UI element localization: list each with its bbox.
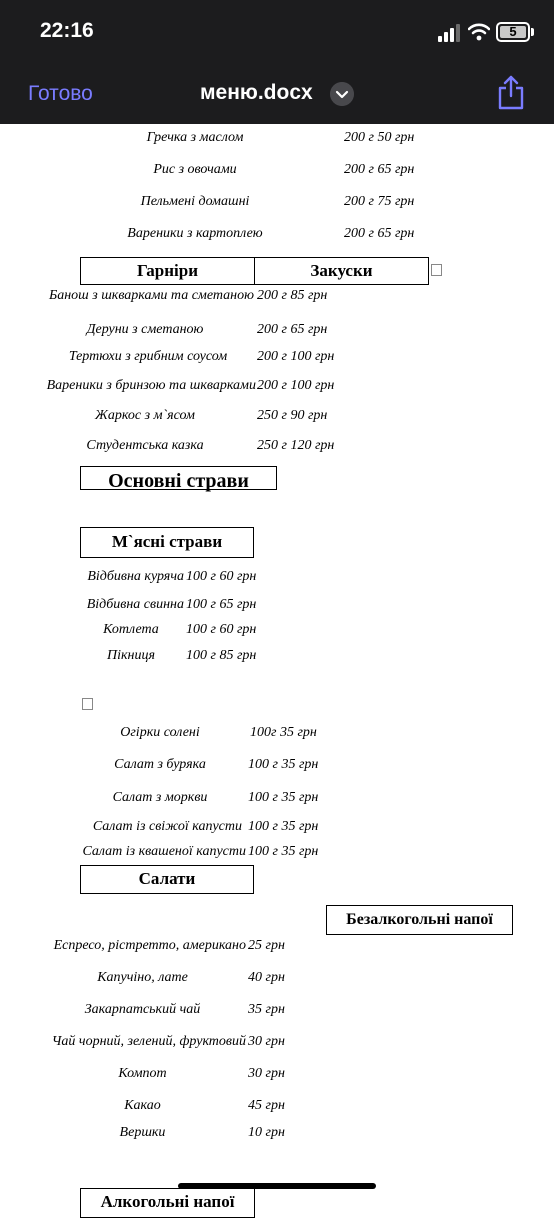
battery-level: 5 [500,26,526,38]
menu-item-name: Деруни з сметаною [86,322,204,337]
section-header-salads: Салати [80,865,254,894]
menu-item-name: Жаркос з м`ясом [95,408,195,423]
menu-item-name: Студентська казка [86,438,204,453]
menu-item-price: 100г 35 грн [250,725,317,740]
menu-item-name: Еспресо, рістретто, американо [53,938,246,953]
menu-item-name: Рис з овочами [153,162,237,177]
menu-item-price: 100 г 65 грн [186,597,257,612]
chevron-down-icon[interactable] [330,82,354,106]
section-header-alcohol: Алкогольні напої [80,1188,255,1218]
menu-item-name: Капучіно, лате [97,970,188,985]
battery-icon [496,22,530,42]
menu-item-price: 200 г 65 грн [257,322,328,337]
menu-item-name: Чай чорний, зелений, фруктовий [51,1034,246,1049]
menu-item-name: Відбивна свинна [86,597,184,612]
menu-item-name: Банош з шкварками та сметаною [48,288,254,303]
menu-item-name: Тертюхи з грибним соусом [68,349,228,364]
menu-item-name: Закарпатський чай [84,1002,201,1017]
menu-item-name: Салат із свіжої капусти [92,819,242,834]
home-indicator[interactable] [178,1183,376,1189]
menu-item-price: 100 г 60 грн [186,622,257,637]
section-header-snacks: Закуски [254,257,429,285]
battery-tip [531,28,534,36]
menu-item-price: 200 г 65 грн [344,162,415,177]
menu-item-price: 45 грн [248,1098,285,1113]
menu-item-name: Пікниця [106,648,155,663]
nav-bar [0,62,554,124]
cellular-signal-icon [438,24,462,42]
menu-item-price: 10 грн [248,1125,285,1140]
menu-item-price: 200 г 100 грн [257,378,335,393]
menu-item-name: Відбивна куряча [87,569,184,584]
menu-item-price: 40 грн [248,970,285,985]
menu-item-price: 100 г 35 грн [248,819,319,834]
menu-item-price: 250 г 120 грн [257,438,335,453]
status-time: 22:16 [40,19,94,42]
menu-item-name: Компот [118,1066,167,1081]
menu-item-price: 100 г 85 грн [186,648,257,663]
menu-item-name: Салат із квашеної капусти [82,844,246,859]
document-title[interactable]: меню.docx [200,81,313,104]
menu-item-price: 100 г 35 грн [248,757,319,772]
section-header-soft-drinks: Безалкогольні напої [326,905,513,935]
menu-item-price: 200 г 75 грн [344,194,415,209]
done-button[interactable]: Готово [28,82,93,105]
menu-item-name: Огірки солені [120,725,200,740]
checkbox-icon [431,264,442,276]
menu-item-price: 200 г 50 грн [344,130,415,145]
document-page[interactable] [0,124,554,1211]
section-header-meat: М`ясні страви [80,527,254,558]
menu-item-price: 200 г 65 грн [344,226,415,241]
menu-item-price: 250 г 90 грн [257,408,328,423]
menu-item-name: Салат з моркви [112,790,208,805]
menu-item-name: Пельмені домашні [140,194,250,209]
menu-item-name: Какао [124,1098,161,1113]
menu-item-name: Салат з буряка [114,757,206,772]
menu-item-price: 100 г 60 грн [186,569,257,584]
menu-item-name: Вареники з бринзою та шкварками [46,378,256,393]
menu-item-name: Вареники з картоплею [127,226,263,241]
menu-item-name: Гречка з маслом [146,130,244,145]
menu-item-price: 35 грн [248,1002,285,1017]
checkbox-icon [82,698,93,710]
menu-item-price: 30 грн [248,1066,285,1081]
menu-item-price: 200 г 85 грн [257,288,328,303]
menu-item-price: 100 г 35 грн [248,844,319,859]
menu-item-name: Котлета [103,622,159,637]
section-header-garnish: Гарніри [80,257,255,285]
status-bar [0,0,554,62]
menu-item-price: 100 г 35 грн [248,790,319,805]
menu-item-price: 25 грн [248,938,285,953]
menu-item-price: 200 г 100 грн [257,349,335,364]
menu-item-name: Вершки [119,1125,166,1140]
menu-item-price: 30 грн [248,1034,285,1049]
share-icon[interactable] [497,74,525,110]
wifi-icon [468,23,490,41]
section-header-main-dishes: Основні страви [80,466,277,490]
